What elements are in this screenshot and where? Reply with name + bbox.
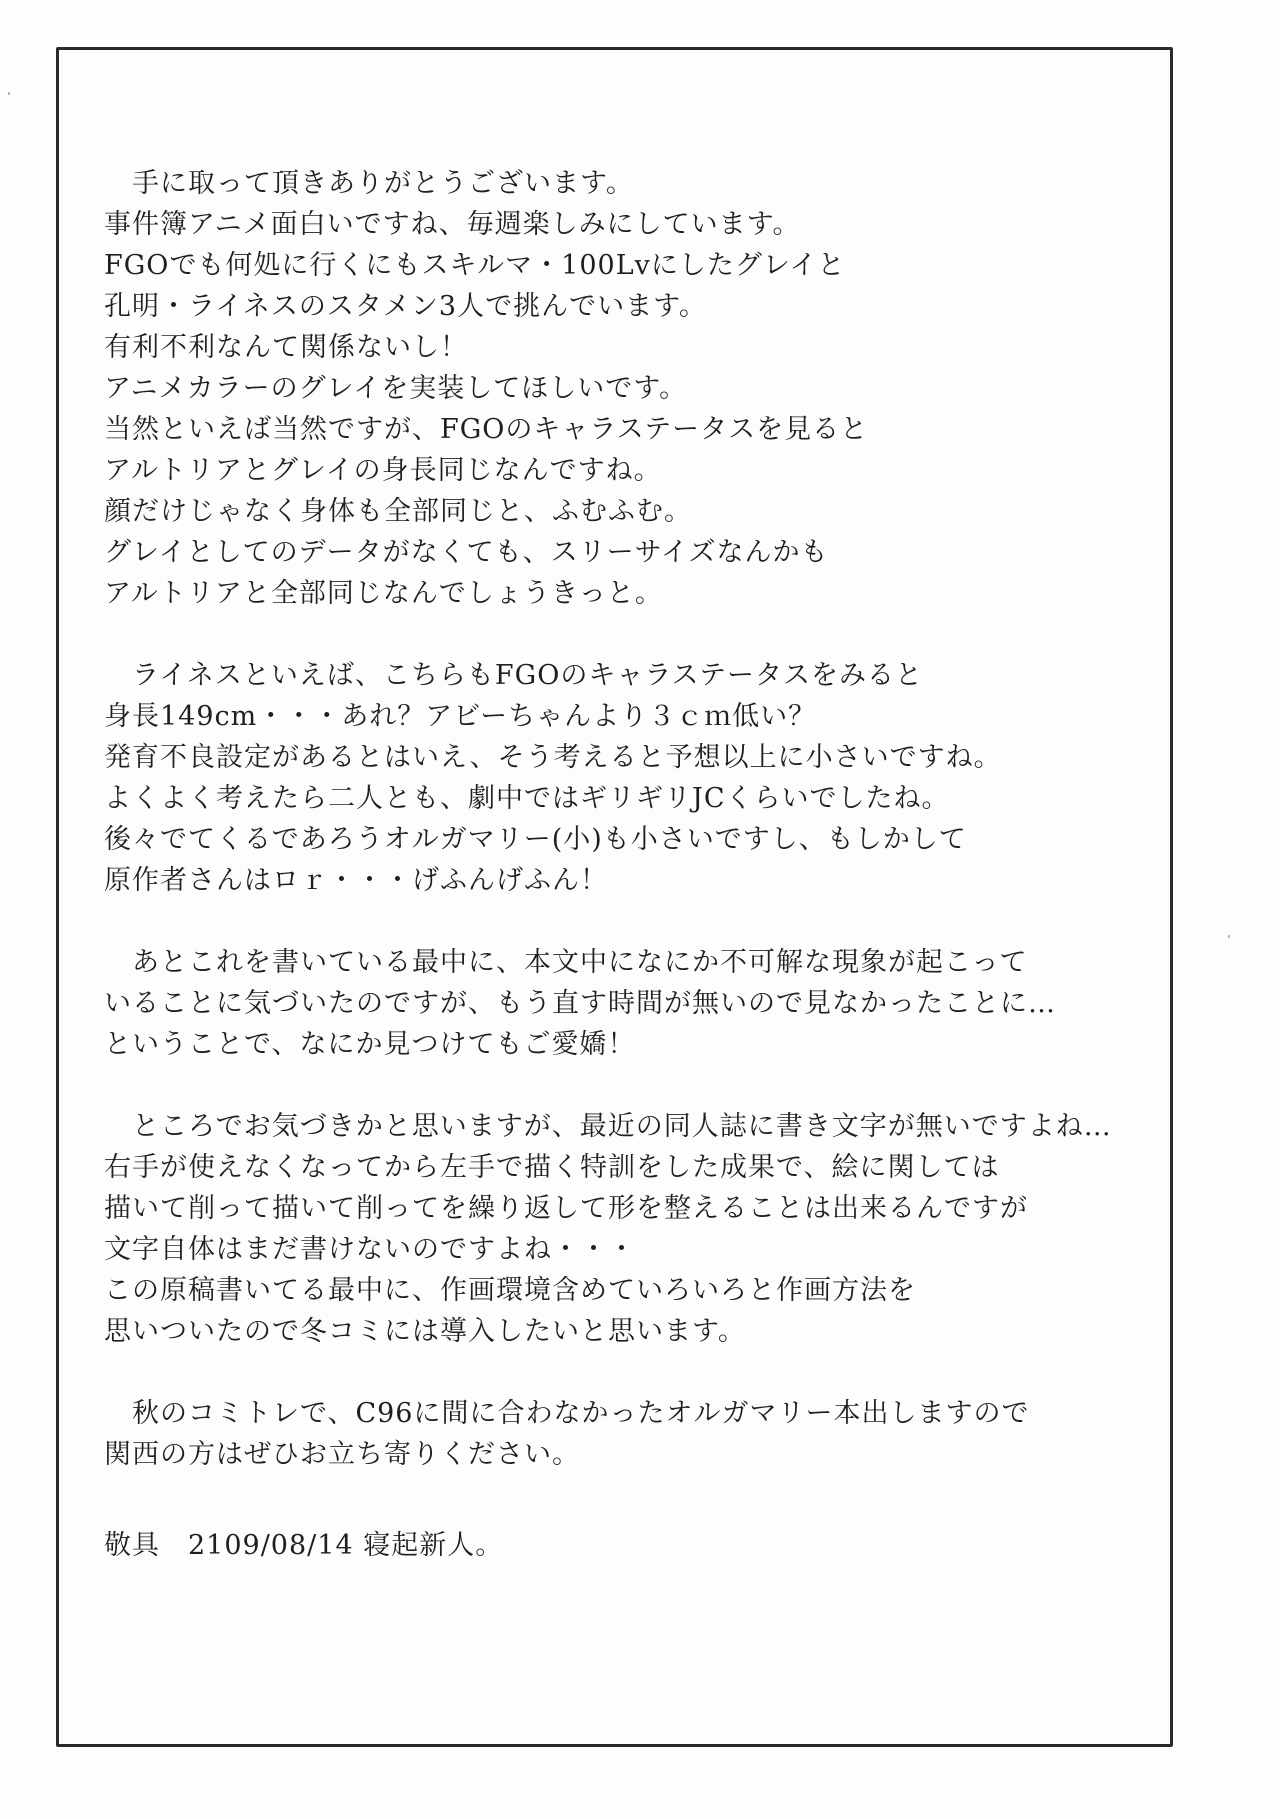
text-line: 身長149cm・・・あれ？アビーちゃんより３ｃｍ低い？ xyxy=(104,701,817,732)
text-line: いることに気づいたのですが、もう直す時間が無いので見なかったことに… xyxy=(104,988,1056,1019)
text-line: 原作者さんはロｒ・・・げふんげふん！ xyxy=(104,865,608,896)
afterword-body xyxy=(104,163,1134,1516)
text-line: 発育不良設定があるとはいえ、そう考えると予想以上に小さいですね。 xyxy=(104,742,1002,773)
text-line: よくよく考えたら二人とも、劇中ではギリギリJCくらいでしたね。 xyxy=(104,783,950,814)
text-line: ライネスといえば、こちらもFGOのキャラステータスをみると xyxy=(132,660,924,691)
text-line: アルトリアと全部同じなんでしょうきっと。 xyxy=(104,578,663,609)
paragraph-2 xyxy=(104,655,1134,901)
text-line: 孔明・ライネスのスタメン3人で挑んでいます。 xyxy=(104,291,707,322)
text-line: 関西の方はぜひお立ち寄りください。 xyxy=(104,1439,580,1470)
text-line: FGOでも何処に行くにもスキルマ・100Lvにしたグレイと xyxy=(104,250,846,281)
paragraph-1 xyxy=(104,163,1134,614)
signature-line: 敬具 2109/08/14 寝起新人。 xyxy=(104,1530,504,1561)
text-line: ところでお気づきかと思いますが、最近の同人誌に書き文字が無いですよね… xyxy=(132,1111,1112,1142)
text-line: この原稿書いてる最中に、作画環境含めていろいろと作画方法を xyxy=(104,1275,916,1306)
text-line: 右手が使えなくなってから左手で描く特訓をした成果で、絵に関しては xyxy=(104,1152,1000,1183)
scan-speck xyxy=(1228,935,1230,938)
text-line: 後々でてくるであろうオルガマリー(小)も小さいですし、もしかして xyxy=(104,824,967,855)
text-line: 事件簿アニメ面白いですね、毎週楽しみにしています。 xyxy=(104,209,801,240)
text-line: グレイとしてのデータがなくても、スリーサイズなんかも xyxy=(104,537,829,568)
text-line: ということで、なにか見つけてもご愛嬌！ xyxy=(104,1029,636,1060)
text-line: 思いついたので冬コミには導入したいと思います。 xyxy=(104,1316,746,1347)
paragraph-5 xyxy=(104,1393,1134,1475)
text-line: アルトリアとグレイの身長同じなんですね。 xyxy=(104,455,662,486)
text-line: あとこれを書いている最中に、本文中になにか不可解な現象が起こって xyxy=(132,947,1028,978)
text-line: 秋のコミトレで、C96に間に合わなかったオルガマリー本出しますので xyxy=(132,1398,1030,1429)
scan-speck xyxy=(8,92,10,95)
text-line: 当然といえば当然ですが、FGOのキャラステータスを見ると xyxy=(104,414,869,445)
text-line: アニメカラーのグレイを実装してほしいです。 xyxy=(104,373,688,404)
text-line: 顔だけじゃなく身体も全部同じと、ふむふむ。 xyxy=(104,496,692,527)
text-line: 有利不利なんて関係ないし！ xyxy=(104,332,468,363)
text-line: 手に取って頂きありがとうございます。 xyxy=(132,168,634,199)
paragraph-3 xyxy=(104,942,1134,1065)
text-line: 文字自体はまだ書けないのですよね・・・ xyxy=(104,1234,636,1265)
text-line: 描いて削って描いて削ってを繰り返して形を整えることは出来るんですが xyxy=(104,1193,1028,1224)
paragraph-4 xyxy=(104,1106,1134,1352)
